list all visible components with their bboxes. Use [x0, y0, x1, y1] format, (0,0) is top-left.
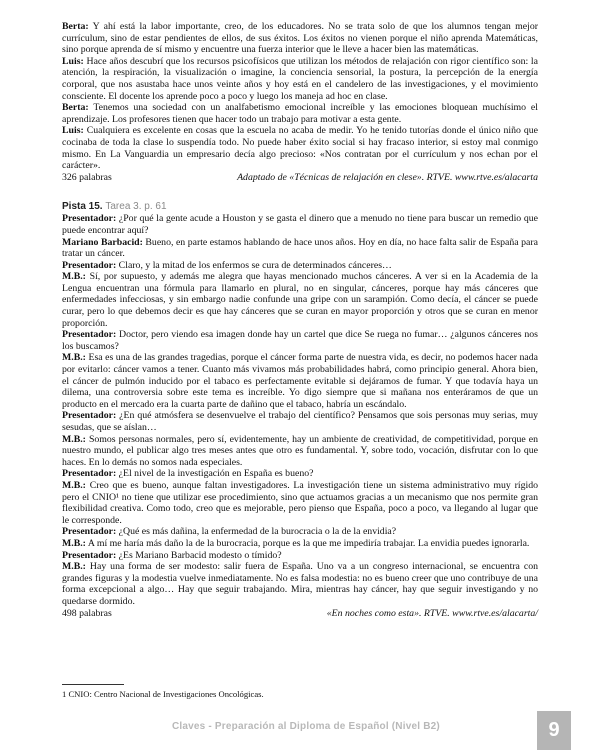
section-1-meta [62, 172, 538, 184]
source-2: «En noches como esta». RTVE. www.rtve.es/alacarta/ [326, 607, 538, 619]
speaker-name: Presentador: [62, 526, 117, 538]
footnote-divider [62, 684, 124, 685]
dialogue-paragraph [62, 410, 538, 433]
speech-text: Hay una forma de ser modesto: salir fuera de España. Uno va a un congreso internacional, se encuentra con grandes figuras y la modestia vuelve inmediatamente. No es falsa modestia: no es bueno creer que uno contribuye de una forma excepcional a algo… Hay que seguir trabajando. Mira, mientras hay cáncer, hay que seguir investigando y no quedarse dormido. [62, 561, 538, 607]
speech-text: Sí, por supuesto, y además me alegra que hayas mencionado muchos cánceres. A ver si en la Academia de la Lengua encuentran una fórmula para llamarlo en plural, no en singular, cánceres, porque hay más cánceres que enfermedades infecciosas, y sin embargo nadie confunde una gripe con un sarampión. Como decía, el cáncer se puede curar, pero lo que debemos decir es que hay cánceres que se curan en mayor proporción y otros que se curan en menor proporción. [62, 271, 538, 329]
track-task: Tarea 3. p. 61 [105, 201, 167, 213]
speaker-name: Presentador: [62, 329, 117, 341]
speaker-name: Presentador: [62, 468, 117, 480]
speech-text: ¿En qué atmósfera se desenvuelve el trabajo del científico? Pensamos que sois personas muy serias, muy sesudas, que se aíslan… [62, 410, 538, 433]
speech-text: Bueno, en parte estamos hablando de hace unos años. Hoy en día, no hace falta salir de España para tratar un cáncer. [62, 236, 538, 260]
speaker-name: M.B.: [62, 433, 86, 445]
dialogue-paragraph [62, 468, 538, 480]
dialogue-paragraph [62, 260, 538, 272]
speaker-name: Presentador: [62, 213, 117, 225]
speech-text: ¿Qué es más dañina, la enfermedad de la burocracia o la de la envidia? [116, 526, 397, 538]
speech-text: ¿Por qué la gente acude a Houston y se gasta el dinero que a menudo no tiene para buscar un remedio que puede encontrar aquí? [62, 213, 538, 236]
word-count-1: 326 palabras [62, 171, 112, 183]
dialogue-paragraph [62, 21, 538, 56]
speaker-name: Presentador: [62, 549, 117, 561]
dialogue-paragraph [62, 538, 538, 550]
dialogue-paragraph [62, 550, 538, 562]
page-number: 9 [537, 711, 571, 750]
dialogue-paragraph [62, 56, 538, 102]
speech-text: Y ahí está la labor importante, creo, de los educadores. No se trata solo de que los alumnos tengan mejor currículum, sino de estar pendientes de ellos, de sus éxitos. Los éxitos no vienen porque el niño aprenda Matemáticas, sino porque aprenda de sí mismo y encuentre una fuerza interior que le lleve a hacer bien las matemáticas. [62, 21, 538, 56]
speaker-name: Mariano Barbacid: [62, 236, 143, 248]
dialogue-section-2 [62, 213, 538, 607]
track-heading [62, 201, 538, 213]
dialogue-paragraph [62, 213, 538, 236]
dialogue-paragraph [62, 526, 538, 538]
dialogue-paragraph [62, 434, 538, 469]
speaker-name: Berta: [62, 21, 89, 32]
dialogue-paragraph [62, 125, 538, 171]
track-label: Pista 15. [62, 201, 103, 213]
dialogue-section-1 [62, 21, 538, 172]
speech-text: Claro, y la mitad de los enfermos se cura de determinados cánceres… [116, 259, 392, 271]
speech-text: Creo que es bueno, aunque faltan investigadores. La investigación tiene un sistema administrativo muy rígido pero el CNIO¹ no tiene que utilizar ese procedimiento, sino que actuamos gracias a un mecanismo que nos permite gran flexibilidad creativa. Como todo, creo que es mejorable, pero pienso que España, poco a poco, va llegando al lugar que le corresponde. [62, 479, 538, 526]
dialogue-paragraph [62, 480, 538, 526]
speaker-name: M.B.: [62, 271, 86, 283]
book-title: Claves - Preparación al Diploma de Español (Nivel B2) [172, 721, 440, 732]
section-2-meta [62, 608, 538, 620]
speaker-name: Luis: [62, 55, 84, 67]
speaker-name: Berta: [62, 102, 89, 114]
speech-text: Doctor, pero viendo esa imagen donde hay un cartel que dice Se ruega no fumar… ¿algunos cánceres nos los buscamos? [62, 329, 538, 352]
speech-text: ¿Es Mariano Barbacid modesto o tímido? [116, 549, 282, 561]
speaker-name: Presentador: [62, 410, 117, 422]
speaker-name: M.B.: [62, 537, 86, 549]
word-count-2: 498 palabras [62, 607, 112, 619]
speaker-name: Luis: [62, 125, 84, 137]
dialogue-paragraph [62, 271, 538, 329]
dialogue-paragraph [62, 352, 538, 410]
speaker-name: M.B.: [62, 561, 86, 573]
speaker-name: Presentador: [62, 259, 117, 271]
speech-text: Tenemos una sociedad con un analfabetismo emocional increíble y las emociones bloquean muchísimo el aprendizaje. Los profesores tienen que hacer todo un trabajo para motivar a esta gente. [62, 102, 538, 125]
dialogue-paragraph [62, 561, 538, 607]
speech-text: Cualquiera es excelente en cosas que la escuela no acaba de medir. Yo he tenido tutorías donde el único niño que cocinaba de toda la clase lo suspendía todo. No puede haber éxito social si hay fracaso interior, si estoy mal conmigo mismo. En La Vanguardia un empresario decía algo precioso: «Nos contratan por el currículum y nos echan por el carácter». [62, 125, 538, 172]
speech-text: Somos personas normales, pero sí, evidentemente, hay un ambiente de creatividad, de competitividad, porque en nuestro mundo, el publicar algo tres meses antes que otro es fundamental. Y, sobre todo, vocación, disfrutar con lo que haces. En lo demás no somos nada especiales. [62, 433, 538, 468]
dialogue-paragraph [62, 237, 538, 260]
source-1: Adaptado de «Técnicas de relajación en clese». RTVE. www.rtve.es/alacarta [237, 171, 538, 183]
speech-text: ¿El nivel de la investigación en España es bueno? [116, 468, 314, 480]
speaker-name: M.B.: [62, 479, 86, 491]
speech-text: A mí me haría más daño la de la burocracia, porque es la que me impediría trabajar. La envidia puedes ignorarla. [85, 537, 530, 549]
page-content [62, 21, 538, 619]
footnote: 1 CNIO: Centro Nacional de Investigaciones Oncológicas. [62, 689, 264, 699]
dialogue-paragraph [62, 102, 538, 125]
speech-text: Esa es una de las grandes tragedias, porque el cáncer forma parte de nuestra vida, es decir, no podemos hacer nada por evitarlo: cáncer vamos a tener. Cuanto más vivamos más probabilidades habrá, como principio general. Ahora bien, el cáncer de pulmón inducido por el tabaco es perfectamente evitable si dejáramos de fumar. Y que todavía haya un dilema, una controversia sobre este tema es increíble. Yo digo siempre que si mañana nos enteráramos de que un producto en el mercado era la cuarta parte de dañino que el tabaco, habría un escándalo. [62, 352, 538, 410]
speaker-name: M.B.: [62, 352, 86, 364]
dialogue-paragraph [62, 329, 538, 352]
speech-text: Hace años descubrí que los recursos psicofísicos que utilizan los métodos de relajación con rigor científico son: la atención, la respiración, la visualización o imagine, la conciencia sensorial, la postura, la percepción de la energía corporal, que nos asustaba hace unos veinte años y hoy está en el candelero de las investigaciones, y el movimiento consciente. El docente los aprende poco a poco y luego los maneja ad hoc en clase. [62, 55, 538, 102]
